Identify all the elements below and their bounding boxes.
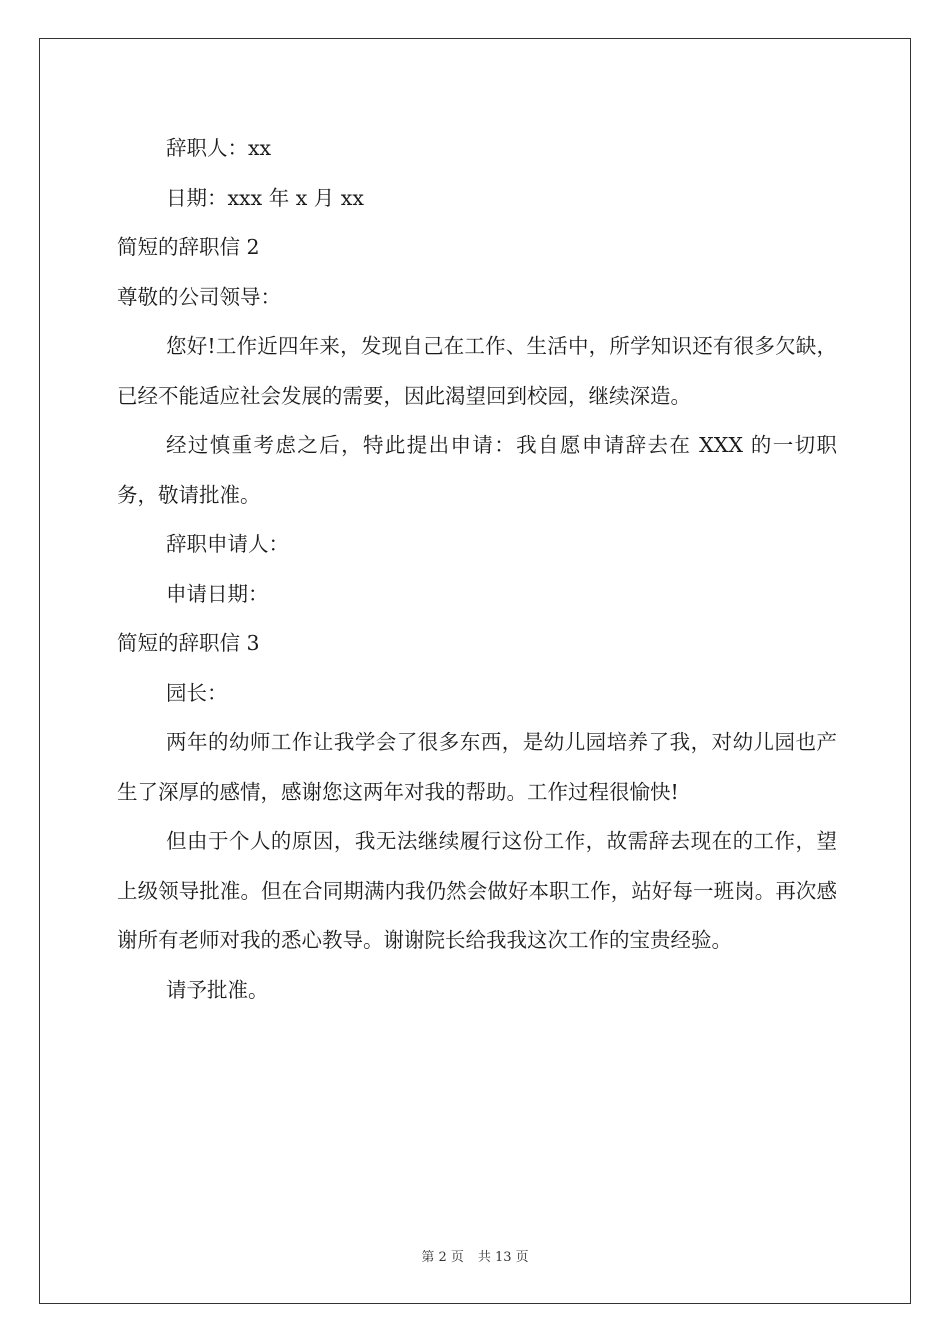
- letter-3-paragraph-2: 但由于个人的原因，我无法继续履行这份工作，故需辞去现在的工作，望上级领导批准。但在合同期满内我仍然会做好本职工作，站好每一班岗。再次感谢所有老师对我的悉心教导。谢谢院长给我我这次工作的宝贵经验。: [117, 829, 837, 952]
- date-line: 日期：xxx 年 x 月 xx: [166, 185, 364, 210]
- letter-2-applicant: 辞职申请人：: [166, 532, 289, 556]
- letter-3-closing: 请予批准。: [166, 977, 269, 1002]
- document-body: [117, 124, 837, 1015]
- letter-3-paragraph-1: 两年的幼师工作让我学会了很多东西，是幼儿园培养了我，对幼儿园也产生了深厚的感情，感谢您这两年对我的帮助。工作过程很愉快!: [117, 730, 837, 804]
- letter-2-paragraph-1: 您好!工作近四年来，发现自己在工作、生活中，所学知识还有很多欠缺，已经不能适应社会发展的需要，因此渴望回到校园，继续深造。: [117, 334, 837, 408]
- page-number: 第 2 页: [421, 1250, 464, 1265]
- letter-3-heading: 简短的辞职信 3: [117, 631, 260, 655]
- letter-2-heading: 简短的辞职信 2: [117, 235, 260, 259]
- letter-3-salutation: 园长：: [166, 680, 228, 705]
- letter-2-paragraph-2: 经过慎重考虑之后，特此提出申请：我自愿申请辞去在 XXX 的一切职务，敬请批准。: [117, 433, 837, 507]
- page-footer: [0, 1246, 950, 1265]
- letter-2-apply-date: 申请日期：: [166, 581, 269, 606]
- signer-line: 辞职人：xx: [166, 136, 272, 160]
- page-total: 共 13 页: [477, 1250, 529, 1265]
- letter-2-salutation: 尊敬的公司领导：: [117, 284, 281, 309]
